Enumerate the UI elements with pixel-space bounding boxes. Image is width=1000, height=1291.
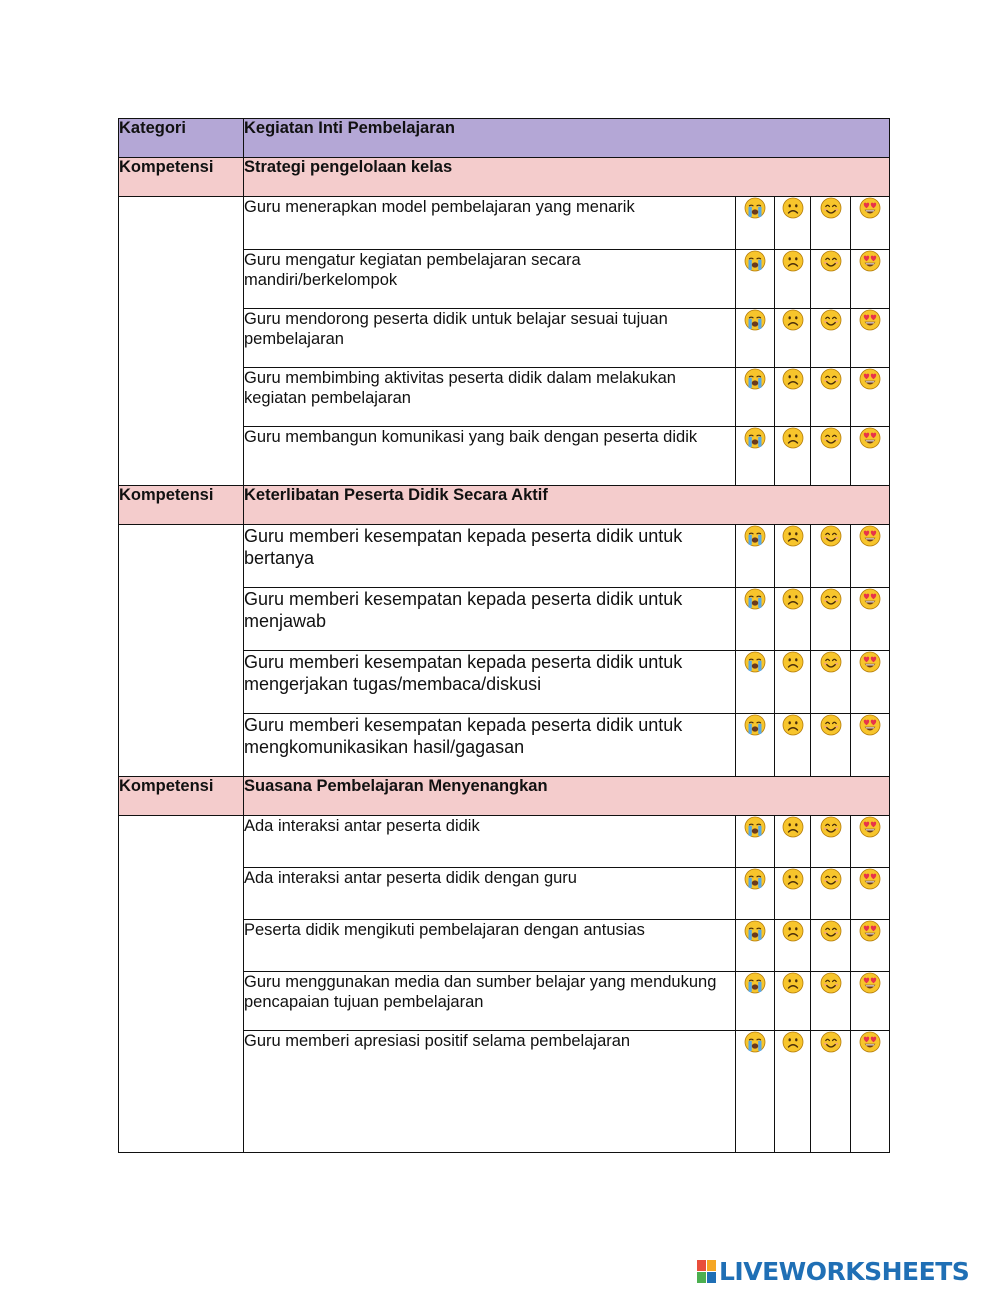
- rating-cell[interactable]: [775, 250, 811, 309]
- crying-face-icon[interactable]: [744, 250, 766, 272]
- rating-cell[interactable]: [851, 972, 890, 1031]
- table-row: [119, 525, 890, 588]
- logo-blocks-icon: [697, 1260, 716, 1283]
- rating-cell[interactable]: [775, 197, 811, 250]
- crying-face-icon[interactable]: [744, 714, 766, 736]
- section-category: Kompetensi: [119, 777, 244, 816]
- category-empty-cell: [119, 525, 244, 777]
- frowning-face-icon[interactable]: [782, 868, 804, 890]
- rating-cell[interactable]: [811, 250, 851, 309]
- table-row: [119, 816, 890, 868]
- rating-cell[interactable]: [851, 714, 890, 777]
- rating-cell[interactable]: [851, 250, 890, 309]
- criterion-text: Guru memberi apresiasi positif selama pembelajaran: [244, 1031, 736, 1153]
- liveworksheets-logo: [697, 1257, 969, 1286]
- table-header-row: [119, 119, 890, 158]
- table-row: [119, 197, 890, 250]
- frowning-face-icon[interactable]: [782, 427, 804, 449]
- rating-cell[interactable]: [736, 920, 775, 972]
- rating-cell[interactable]: [811, 868, 851, 920]
- rating-cell[interactable]: [736, 868, 775, 920]
- rating-cell[interactable]: [736, 368, 775, 427]
- rating-cell[interactable]: [775, 525, 811, 588]
- header-kategori: Kategori: [119, 119, 244, 158]
- criterion-text: Guru membimbing aktivitas peserta didik dalam melakukan kegiatan pembelajaran: [244, 368, 736, 427]
- frowning-face-icon[interactable]: [782, 651, 804, 673]
- smiling-face-icon[interactable]: [820, 1031, 842, 1053]
- rating-cell[interactable]: [811, 816, 851, 868]
- heart-eyes-face-icon[interactable]: [859, 1031, 881, 1053]
- heart-eyes-face-icon[interactable]: [859, 816, 881, 838]
- smiling-face-icon[interactable]: [820, 972, 842, 994]
- criterion-text: Guru menggunakan media dan sumber belajar yang mendukung pencapaian tujuan pembelajaran: [244, 972, 736, 1031]
- criterion-text: Guru memberi kesempatan kepada peserta didik untuk menjawab: [244, 588, 736, 651]
- criterion-text: Guru memberi kesempatan kepada peserta didik untuk mengerjakan tugas/membaca/diskusi: [244, 651, 736, 714]
- rating-cell[interactable]: [775, 588, 811, 651]
- frowning-face-icon[interactable]: [782, 920, 804, 942]
- crying-face-icon[interactable]: [744, 525, 766, 547]
- rating-cell[interactable]: [775, 309, 811, 368]
- heart-eyes-face-icon[interactable]: [859, 972, 881, 994]
- rating-cell[interactable]: [775, 368, 811, 427]
- smiling-face-icon[interactable]: [820, 525, 842, 547]
- category-empty-cell: [119, 816, 244, 1153]
- crying-face-icon[interactable]: [744, 868, 766, 890]
- rating-cell[interactable]: [851, 525, 890, 588]
- crying-face-icon[interactable]: [744, 588, 766, 610]
- criterion-text: Ada interaksi antar peserta didik dengan guru: [244, 868, 736, 920]
- heart-eyes-face-icon[interactable]: [859, 309, 881, 331]
- section-header-row: [119, 486, 890, 525]
- rating-cell[interactable]: [736, 1031, 775, 1153]
- crying-face-icon[interactable]: [744, 920, 766, 942]
- frowning-face-icon[interactable]: [782, 714, 804, 736]
- frowning-face-icon[interactable]: [782, 197, 804, 219]
- crying-face-icon[interactable]: [744, 368, 766, 390]
- crying-face-icon[interactable]: [744, 309, 766, 331]
- frowning-face-icon[interactable]: [782, 1031, 804, 1053]
- section-title: Keterlibatan Peserta Didik Secara Aktif: [244, 486, 890, 525]
- rating-cell[interactable]: [851, 368, 890, 427]
- rating-cell[interactable]: [736, 250, 775, 309]
- rating-cell[interactable]: [775, 714, 811, 777]
- heart-eyes-face-icon[interactable]: [859, 920, 881, 942]
- rating-cell[interactable]: [851, 868, 890, 920]
- crying-face-icon[interactable]: [744, 197, 766, 219]
- rating-cell[interactable]: [811, 1031, 851, 1153]
- criterion-text: Ada interaksi antar peserta didik: [244, 816, 736, 868]
- criterion-text: Guru mengatur kegiatan pembelajaran secara mandiri/berkelompok: [244, 250, 736, 309]
- rating-cell[interactable]: [851, 651, 890, 714]
- heart-eyes-face-icon[interactable]: [859, 197, 881, 219]
- section-category: Kompetensi: [119, 158, 244, 197]
- section-title: Suasana Pembelajaran Menyenangkan: [244, 777, 890, 816]
- rating-cell[interactable]: [851, 920, 890, 972]
- rating-cell[interactable]: [811, 714, 851, 777]
- rating-cell[interactable]: [775, 651, 811, 714]
- rating-cell[interactable]: [736, 714, 775, 777]
- frowning-face-icon[interactable]: [782, 816, 804, 838]
- rating-cell[interactable]: [736, 651, 775, 714]
- rating-cell[interactable]: [736, 588, 775, 651]
- frowning-face-icon[interactable]: [782, 368, 804, 390]
- crying-face-icon[interactable]: [744, 816, 766, 838]
- rating-cell[interactable]: [851, 309, 890, 368]
- frowning-face-icon[interactable]: [782, 525, 804, 547]
- smiling-face-icon[interactable]: [820, 368, 842, 390]
- smiling-face-icon[interactable]: [820, 197, 842, 219]
- crying-face-icon[interactable]: [744, 427, 766, 449]
- crying-face-icon[interactable]: [744, 1031, 766, 1053]
- heart-eyes-face-icon[interactable]: [859, 868, 881, 890]
- criterion-text: Guru memberi kesempatan kepada peserta didik untuk mengkomunikasikan hasil/gagasan: [244, 714, 736, 777]
- crying-face-icon[interactable]: [744, 651, 766, 673]
- rating-cell[interactable]: [811, 309, 851, 368]
- rating-cell[interactable]: [736, 309, 775, 368]
- frowning-face-icon[interactable]: [782, 972, 804, 994]
- frowning-face-icon[interactable]: [782, 250, 804, 272]
- frowning-face-icon[interactable]: [782, 588, 804, 610]
- section-category: Kompetensi: [119, 486, 244, 525]
- criterion-text: Peserta didik mengikuti pembelajaran dengan antusias: [244, 920, 736, 972]
- section-title: Strategi pengelolaan kelas: [244, 158, 890, 197]
- criterion-text: Guru mendorong peserta didik untuk belajar sesuai tujuan pembelajaran: [244, 309, 736, 368]
- heart-eyes-face-icon[interactable]: [859, 250, 881, 272]
- rating-cell[interactable]: [811, 427, 851, 486]
- rating-cell[interactable]: [851, 427, 890, 486]
- rating-cell[interactable]: [736, 197, 775, 250]
- rating-cell[interactable]: [775, 816, 811, 868]
- rating-cell[interactable]: [775, 920, 811, 972]
- rating-cell[interactable]: [736, 427, 775, 486]
- heart-eyes-face-icon[interactable]: [859, 525, 881, 547]
- category-empty-cell: [119, 197, 244, 486]
- smiling-face-icon[interactable]: [820, 714, 842, 736]
- rating-cell[interactable]: [851, 1031, 890, 1153]
- smiling-face-icon[interactable]: [820, 250, 842, 272]
- rating-cell[interactable]: [811, 588, 851, 651]
- rating-cell[interactable]: [736, 816, 775, 868]
- frowning-face-icon[interactable]: [782, 309, 804, 331]
- section-header-row: [119, 158, 890, 197]
- heart-eyes-face-icon[interactable]: [859, 427, 881, 449]
- criterion-text: Guru membangun komunikasi yang baik dengan peserta didik: [244, 427, 736, 486]
- rating-cell[interactable]: [811, 525, 851, 588]
- smiling-face-icon[interactable]: [820, 816, 842, 838]
- rating-cell[interactable]: [811, 197, 851, 250]
- rating-cell[interactable]: [851, 197, 890, 250]
- smiling-face-icon[interactable]: [820, 309, 842, 331]
- rating-cell[interactable]: [775, 868, 811, 920]
- header-title: Kegiatan Inti Pembelajaran: [244, 119, 890, 158]
- smiling-face-icon[interactable]: [820, 588, 842, 610]
- smiling-face-icon[interactable]: [820, 427, 842, 449]
- rating-cell[interactable]: [775, 427, 811, 486]
- smiling-face-icon[interactable]: [820, 920, 842, 942]
- heart-eyes-face-icon[interactable]: [859, 588, 881, 610]
- criterion-text: Guru menerapkan model pembelajaran yang menarik: [244, 197, 736, 250]
- heart-eyes-face-icon[interactable]: [859, 714, 881, 736]
- rating-cell[interactable]: [736, 972, 775, 1031]
- rating-cell[interactable]: [775, 972, 811, 1031]
- section-header-row: [119, 777, 890, 816]
- heart-eyes-face-icon[interactable]: [859, 368, 881, 390]
- rating-cell[interactable]: [775, 1031, 811, 1153]
- rating-cell[interactable]: [851, 588, 890, 651]
- rating-cell[interactable]: [811, 651, 851, 714]
- logo-text: LIVEWORKSHEETS: [719, 1257, 970, 1286]
- rating-cell[interactable]: [811, 972, 851, 1031]
- rating-cell[interactable]: [851, 816, 890, 868]
- smiling-face-icon[interactable]: [820, 868, 842, 890]
- criterion-text: Guru memberi kesempatan kepada peserta didik untuk bertanya: [244, 525, 736, 588]
- rating-cell[interactable]: [736, 525, 775, 588]
- heart-eyes-face-icon[interactable]: [859, 651, 881, 673]
- crying-face-icon[interactable]: [744, 972, 766, 994]
- assessment-table: [118, 118, 890, 1153]
- rating-cell[interactable]: [811, 920, 851, 972]
- smiling-face-icon[interactable]: [820, 651, 842, 673]
- rating-cell[interactable]: [811, 368, 851, 427]
